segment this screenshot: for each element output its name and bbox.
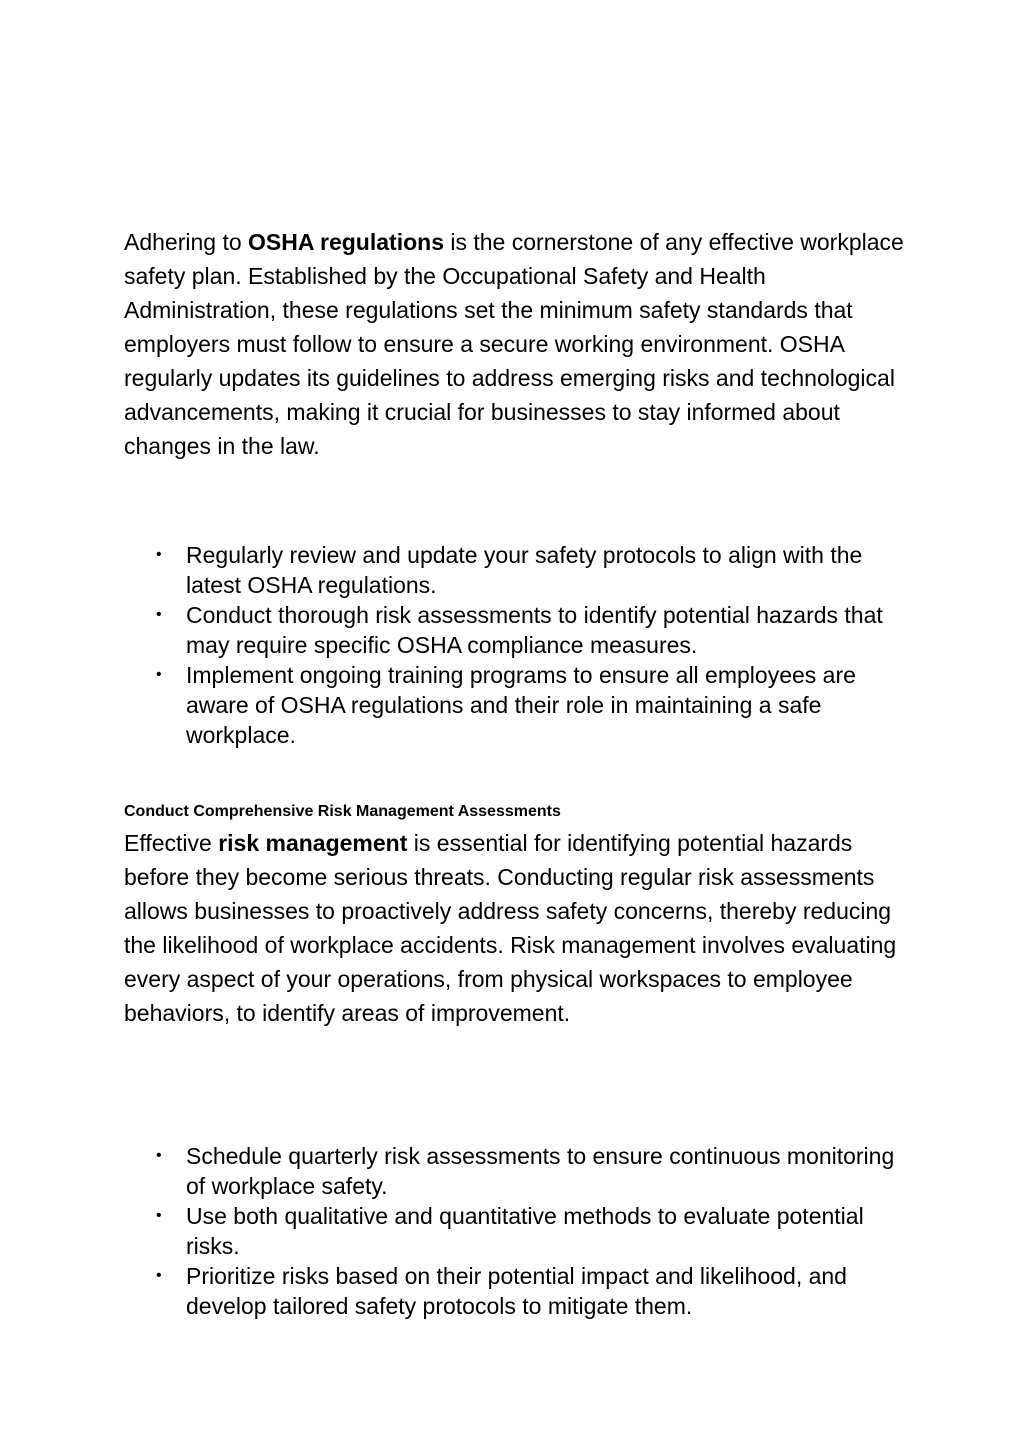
osha-regulations-bold: OSHA regulations [248, 229, 444, 255]
bullet-icon: • [156, 546, 162, 563]
osha-paragraph-text-end: is the cornerstone of any effective workplace safety plan. Established by the Occupational Safety and Health Administration, these regulations set the minimum safety standards that employers must follow to ensure a secure working environment. OSHA regularly updates its guidelines to address emerging risks and technological advancements, making it crucial for businesses to stay informed about changes in the law. [124, 229, 904, 459]
list-item-text: Use both qualitative and quantitative methods to evaluate potential risks. [186, 1203, 864, 1259]
list-item [124, 660, 914, 750]
risk-management-heading: Conduct Comprehensive Risk Management Assessments [124, 803, 561, 820]
bullet-icon: • [156, 1267, 162, 1284]
list-item [124, 540, 914, 600]
osha-paragraph-text-start: Adhering to [124, 229, 249, 255]
osha-bullet-list [124, 540, 914, 750]
risk-bullet-list [124, 1141, 914, 1321]
list-item [124, 1141, 914, 1201]
bullet-icon: • [156, 606, 162, 623]
list-item-text: Conduct thorough risk assessments to identify potential hazards that may require specific OSHA compliance measures. [186, 602, 883, 658]
list-item-text: Prioritize risks based on their potential impact and likelihood, and develop tailored safety protocols to mitigate them. [186, 1263, 847, 1319]
bullet-icon: • [156, 666, 162, 683]
list-item [124, 600, 914, 660]
bullet-icon: • [156, 1147, 162, 1164]
risk-paragraph-text-start: Effective [124, 830, 219, 856]
list-item [124, 1201, 914, 1261]
list-item-text: Schedule quarterly risk assessments to ensure continuous monitoring of workplace safety. [186, 1143, 895, 1199]
osha-paragraph [124, 225, 904, 463]
risk-management-paragraph [124, 826, 904, 1030]
bullet-icon: • [156, 1207, 162, 1224]
list-item [124, 1261, 914, 1321]
risk-paragraph-text-end: is essential for identifying potential hazards before they become serious threats. Conducting regular risk assessments allows businesses to proactively address safety concerns, thereby reducing the likelihood of workplace accidents. Risk management involves evaluating every aspect of your operations, from physical workspaces to employee behaviors, to identify areas of improvement. [124, 830, 897, 1026]
list-item-text: Regularly review and update your safety protocols to align with the latest OSHA regulations. [186, 542, 863, 598]
list-item-text: Implement ongoing training programs to ensure all employees are aware of OSHA regulations and their role in maintaining a safe workplace. [186, 662, 856, 748]
risk-management-bold: risk management [218, 830, 408, 856]
